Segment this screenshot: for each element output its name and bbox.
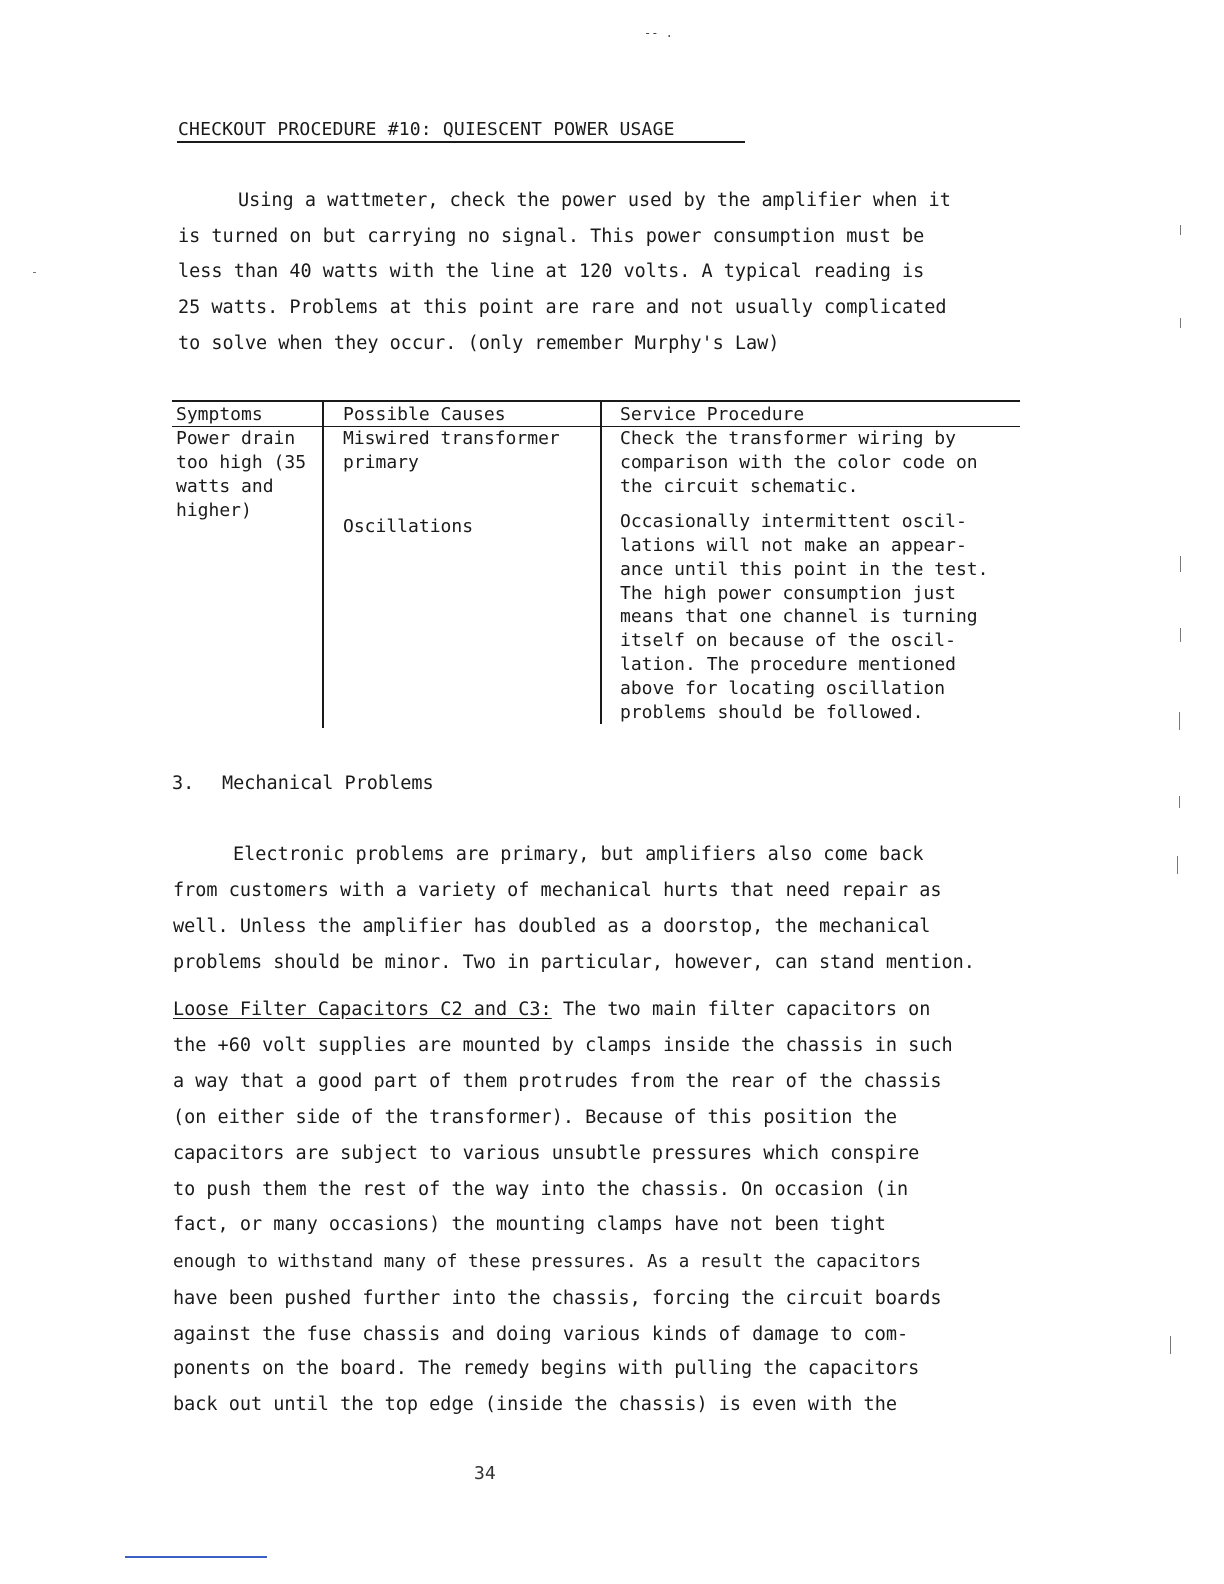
scan-speck bbox=[1180, 225, 1181, 235]
subhead-line bbox=[173, 998, 930, 1022]
body-line-3: (on either side of the transformer). Because of this position the bbox=[173, 1107, 897, 1128]
section-para-line-4: problems should be minor. Two in particular, however, can stand mention. bbox=[173, 952, 975, 973]
scan-speck bbox=[1177, 856, 1178, 874]
symptom-line-2: too high (35 bbox=[176, 452, 307, 473]
procedure2-line-1: Occasionally intermittent oscil- bbox=[620, 511, 967, 532]
intro-line-3: less than 40 watts with the line at 120 volts. A typical reading is bbox=[178, 261, 925, 282]
body-line-8: have been pushed further into the chassis, forcing the circuit boards bbox=[173, 1288, 942, 1309]
section-title: Mechanical Problems bbox=[222, 773, 434, 794]
procedure1-line-3: the circuit schematic. bbox=[620, 476, 859, 497]
intro-line-2: is turned on but carrying no signal. This power consumption must be bbox=[178, 226, 925, 247]
section-para-line-2: from customers with a variety of mechanical hurts that need repair as bbox=[173, 880, 942, 901]
procedure2-line-5: means that one channel is turning bbox=[620, 606, 978, 627]
header-possible-causes: Possible Causes bbox=[343, 404, 506, 425]
page-number: 34 bbox=[474, 1463, 496, 1484]
body-line-9: against the fuse chassis and doing various kinds of damage to com- bbox=[173, 1324, 909, 1345]
body-line-5: to push them the rest of the way into the chassis. On occasion (in bbox=[173, 1179, 909, 1200]
scan-speck bbox=[1179, 796, 1180, 808]
header-service-procedure: Service Procedure bbox=[620, 404, 805, 425]
cause1-line-2: primary bbox=[343, 452, 419, 473]
subhead-rest: The two main filter capacitors on bbox=[551, 999, 931, 1020]
procedure2-line-7: lation. The procedure mentioned bbox=[620, 654, 956, 675]
scan-speck bbox=[1180, 318, 1181, 328]
header-symptoms: Symptoms bbox=[176, 404, 263, 425]
scan-speck bbox=[1179, 712, 1180, 730]
body-line-6: fact, or many occasions) the mounting clamps have not been tight bbox=[173, 1214, 886, 1235]
table-column-divider-1 bbox=[322, 402, 324, 728]
body-line-10: ponents on the board. The remedy begins with pulling the capacitors bbox=[173, 1358, 920, 1379]
cause2-line-1: Oscillations bbox=[343, 516, 474, 537]
intro-line-4: 25 watts. Problems at this point are rare and not usually complicated bbox=[178, 297, 947, 318]
top-mark: -- . bbox=[644, 26, 673, 40]
section-number: 3. bbox=[172, 773, 195, 794]
footer-rule bbox=[125, 1556, 267, 1558]
scan-speck bbox=[1170, 1336, 1171, 1354]
procedure2-line-4: The high power consumption just bbox=[620, 583, 956, 604]
cause1-line-1: Miswired transformer bbox=[343, 428, 560, 449]
section-para-line-1: Electronic problems are primary, but amplifiers also come back bbox=[233, 844, 924, 865]
symptom-line-4: higher) bbox=[176, 500, 252, 521]
body-line-1: the +60 volt supplies are mounted by clamps inside the chassis in such bbox=[173, 1035, 953, 1056]
table-top-rule bbox=[172, 400, 1020, 402]
procedure2-line-6: itself on because of the oscil- bbox=[620, 630, 956, 651]
section-para-line-3: well. Unless the amplifier has doubled as a doorstop, the mechanical bbox=[173, 916, 931, 937]
symptom-line-1: Power drain bbox=[176, 428, 296, 449]
scan-speck bbox=[1180, 556, 1181, 572]
procedure2-line-9: problems should be followed. bbox=[620, 702, 924, 723]
procedure2-line-3: ance until this point in the test. bbox=[620, 559, 989, 580]
procedure1-line-2: comparison with the color code on bbox=[620, 452, 978, 473]
heading-underline bbox=[177, 141, 745, 143]
table-column-divider-2 bbox=[600, 402, 602, 724]
body-line-11: back out until the top edge (inside the chassis) is even with the bbox=[173, 1394, 897, 1415]
procedure2-line-2: lations will not make an appear- bbox=[620, 535, 967, 556]
subhead-title: Loose Filter Capacitors C2 and C3: bbox=[173, 999, 552, 1020]
scan-speck bbox=[33, 272, 36, 273]
symptom-line-3: watts and bbox=[176, 476, 274, 497]
intro-line-1: Using a wattmeter, check the power used by the amplifier when it bbox=[238, 190, 951, 211]
procedure-heading: CHECKOUT PROCEDURE #10: QUIESCENT POWER USAGE bbox=[178, 119, 675, 140]
procedure1-line-1: Check the transformer wiring by bbox=[620, 428, 956, 449]
procedure2-line-8: above for locating oscillation bbox=[620, 678, 946, 699]
body-line-2: a way that a good part of them protrudes from the rear of the chassis bbox=[173, 1071, 942, 1092]
scan-speck bbox=[1180, 628, 1181, 642]
intro-line-5: to solve when they occur. (only remember Murphy's Law) bbox=[178, 333, 780, 354]
body-line-4: capacitors are subject to various unsubtle pressures which conspire bbox=[173, 1143, 920, 1164]
body-line-7: enough to withstand many of these pressures. As a result the capacitors bbox=[173, 1252, 922, 1272]
